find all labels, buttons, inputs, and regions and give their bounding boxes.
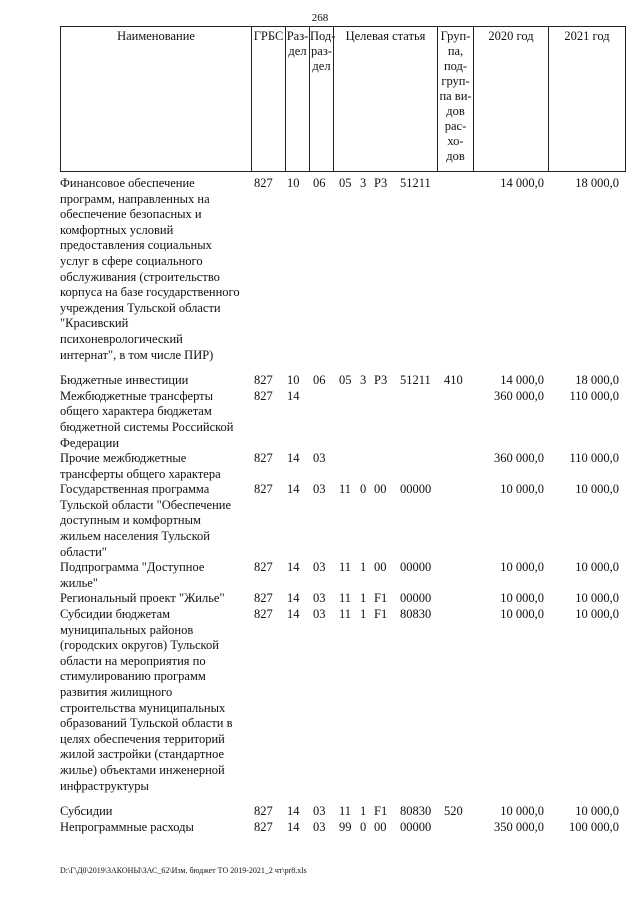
amount-2020-cell: 360 000,0 xyxy=(494,388,544,403)
row-name: Непрограммные расходы xyxy=(60,819,194,834)
amount-2020-cell: 10 000,0 xyxy=(500,560,544,575)
razdel-cell: 14 xyxy=(287,482,300,497)
table-row xyxy=(60,804,626,820)
footer-file-path: D:\Г\Д0\2019\ЗАКОНЫ\ЗАС_62\Изм. бюджет ТО 2019-2021_2 чт\pr8.xls xyxy=(60,866,307,875)
amount-2020-cell: 10 000,0 xyxy=(500,482,544,497)
razdel-cell: 14 xyxy=(287,607,300,622)
razdel-cell: 14 xyxy=(287,388,300,403)
row-name: Субсидии xyxy=(60,804,113,819)
target-subprogram-cell: 3 xyxy=(360,373,367,388)
table-row xyxy=(60,389,626,451)
amount-2021-cell: 100 000,0 xyxy=(569,819,619,834)
row-name: Региональный проект "Жилье" xyxy=(60,591,225,606)
amount-2021-cell: 18 000,0 xyxy=(575,176,619,190)
amount-2021-cell: 10 000,0 xyxy=(575,804,619,819)
podrazdel-cell: 03 xyxy=(313,607,326,622)
target-program-cell: 11 xyxy=(339,607,352,622)
target-direction-cell: 51211 xyxy=(400,176,431,190)
target-program-cell: 11 xyxy=(339,560,352,575)
table-row xyxy=(60,820,626,836)
razdel-cell: 14 xyxy=(287,451,300,466)
header-2020: 2020 год xyxy=(473,27,548,171)
row-name: Финансовое обеспечение программ, направленных на обеспечение безопасных и комфортных условий предоставления социальных услуг в сфере социального обслуживания (строительство корпуса на базе государственного учреждения Тульской области "Красивский психоневрологический интернат", в том числе ПИР) xyxy=(60,176,240,362)
target-direction-cell: 80830 xyxy=(400,607,432,622)
table-row xyxy=(60,607,626,794)
row-name: Бюджетные инвестиции xyxy=(60,373,189,388)
grbs-cell: 827 xyxy=(254,373,273,388)
amount-2021-cell: 110 000,0 xyxy=(569,388,619,403)
amount-2020-cell: 10 000,0 xyxy=(500,804,544,819)
podrazdel-cell: 03 xyxy=(313,804,326,819)
target-project-cell: F1 xyxy=(374,591,388,606)
grbs-cell: 827 xyxy=(254,819,273,834)
target-project-cell: F1 xyxy=(374,804,388,819)
podrazdel-cell: 03 xyxy=(313,560,326,575)
razdel-cell: 14 xyxy=(287,591,300,606)
table-row xyxy=(60,591,626,607)
table-row xyxy=(60,373,626,389)
expense-type-cell: 520 xyxy=(444,804,463,819)
table-header xyxy=(60,26,626,172)
target-project-cell: 00 xyxy=(374,560,387,575)
target-program-cell: 11 xyxy=(339,591,352,606)
row-name: Подпрограмма "Доступное жилье" xyxy=(60,560,205,590)
row-name: Межбюджетные трансферты общего характера бюджетам бюджетной системы Российской Федерации xyxy=(60,388,234,450)
amount-2021-cell: 10 000,0 xyxy=(575,560,619,575)
target-project-cell: 00 xyxy=(374,819,387,834)
table-row xyxy=(60,176,626,363)
podrazdel-cell: 03 xyxy=(313,482,326,497)
podrazdel-cell: 03 xyxy=(313,451,326,466)
header-razdel: Раз- дел xyxy=(285,27,309,171)
grbs-cell: 827 xyxy=(254,176,273,190)
grbs-cell: 827 xyxy=(254,607,273,622)
target-program-cell: 11 xyxy=(339,804,352,819)
amount-2020-cell: 10 000,0 xyxy=(500,607,544,622)
target-project-cell: F1 xyxy=(374,607,388,622)
page-number: 268 xyxy=(311,12,329,24)
grbs-cell: 827 xyxy=(254,451,273,466)
podrazdel-cell: 03 xyxy=(313,819,326,834)
grbs-cell: 827 xyxy=(254,560,273,575)
razdel-cell: 14 xyxy=(287,560,300,575)
expense-type-cell: 410 xyxy=(444,373,463,388)
amount-2020-cell: 14 000,0 xyxy=(500,373,544,388)
table-row xyxy=(60,451,626,482)
header-podrazdel: Под- раз- дел xyxy=(309,27,333,171)
target-project-cell: P3 xyxy=(374,373,388,388)
amount-2020-cell: 360 000,0 xyxy=(494,451,544,466)
amount-2021-cell: 10 000,0 xyxy=(575,607,619,622)
amount-2021-cell: 18 000,0 xyxy=(575,373,619,388)
grbs-cell: 827 xyxy=(254,591,273,606)
row-name: Прочие межбюджетные трансферты общего характера xyxy=(60,451,221,481)
target-direction-cell: 00000 xyxy=(400,591,432,606)
target-subprogram-cell: 1 xyxy=(360,607,367,622)
header-target: Целевая статья xyxy=(333,27,437,171)
row-name: Государственная программа Тульской области "Обеспечение доступным и комфортным жильем населения Тульской области" xyxy=(60,482,232,559)
target-program-cell: 05 xyxy=(339,373,352,388)
podrazdel-cell: 06 xyxy=(313,373,326,388)
target-direction-cell: 00000 xyxy=(400,482,432,497)
target-program-cell: 99 xyxy=(339,819,352,834)
target-direction-cell: 51211 xyxy=(400,373,431,388)
header-grbs: ГРБС xyxy=(251,27,285,171)
amount-2021-cell: 10 000,0 xyxy=(575,591,619,606)
target-program-cell: 05 xyxy=(339,176,352,190)
table-row xyxy=(60,482,626,560)
header-name: Наименование xyxy=(117,29,195,43)
table-row xyxy=(60,560,626,591)
row-name: Субсидии бюджетам муниципальных районов (городских округов) Тульской области на мероприятия по стимулированию программ развития жилищного строительства муниципальных образований Тульской области в целях обеспечения территорий жилой застройки (стандартное жилье) объектами инженерной инфраструктуры xyxy=(60,607,233,793)
razdel-cell: 10 xyxy=(287,176,300,190)
razdel-cell: 10 xyxy=(287,373,300,388)
target-subprogram-cell: 1 xyxy=(360,560,367,575)
target-direction-cell: 00000 xyxy=(400,819,432,834)
target-subprogram-cell: 0 xyxy=(360,819,367,834)
target-subprogram-cell: 0 xyxy=(360,482,367,497)
amount-2020-cell: 350 000,0 xyxy=(494,819,544,834)
razdel-cell: 14 xyxy=(287,804,300,819)
podrazdel-cell: 06 xyxy=(313,176,326,190)
header-group: Груп- па, под- груп- па ви- дов рас- хо- дов xyxy=(437,27,473,171)
grbs-cell: 827 xyxy=(254,804,273,819)
target-direction-cell: 80830 xyxy=(400,804,432,819)
table-body xyxy=(60,176,626,835)
header-2021: 2021 год xyxy=(548,27,625,171)
amount-2021-cell: 110 000,0 xyxy=(569,451,619,466)
target-direction-cell: 00000 xyxy=(400,560,432,575)
target-program-cell: 11 xyxy=(339,482,352,497)
grbs-cell: 827 xyxy=(254,388,273,403)
grbs-cell: 827 xyxy=(254,482,273,497)
razdel-cell: 14 xyxy=(287,819,300,834)
target-project-cell: 00 xyxy=(374,482,387,497)
target-subprogram-cell: 1 xyxy=(360,804,367,819)
podrazdel-cell: 03 xyxy=(313,591,326,606)
target-subprogram-cell: 1 xyxy=(360,591,367,606)
target-subprogram-cell: 3 xyxy=(360,176,367,190)
target-project-cell: P3 xyxy=(374,176,388,190)
amount-2021-cell: 10 000,0 xyxy=(575,482,619,497)
amount-2020-cell: 14 000,0 xyxy=(500,176,544,190)
amount-2020-cell: 10 000,0 xyxy=(500,591,544,606)
